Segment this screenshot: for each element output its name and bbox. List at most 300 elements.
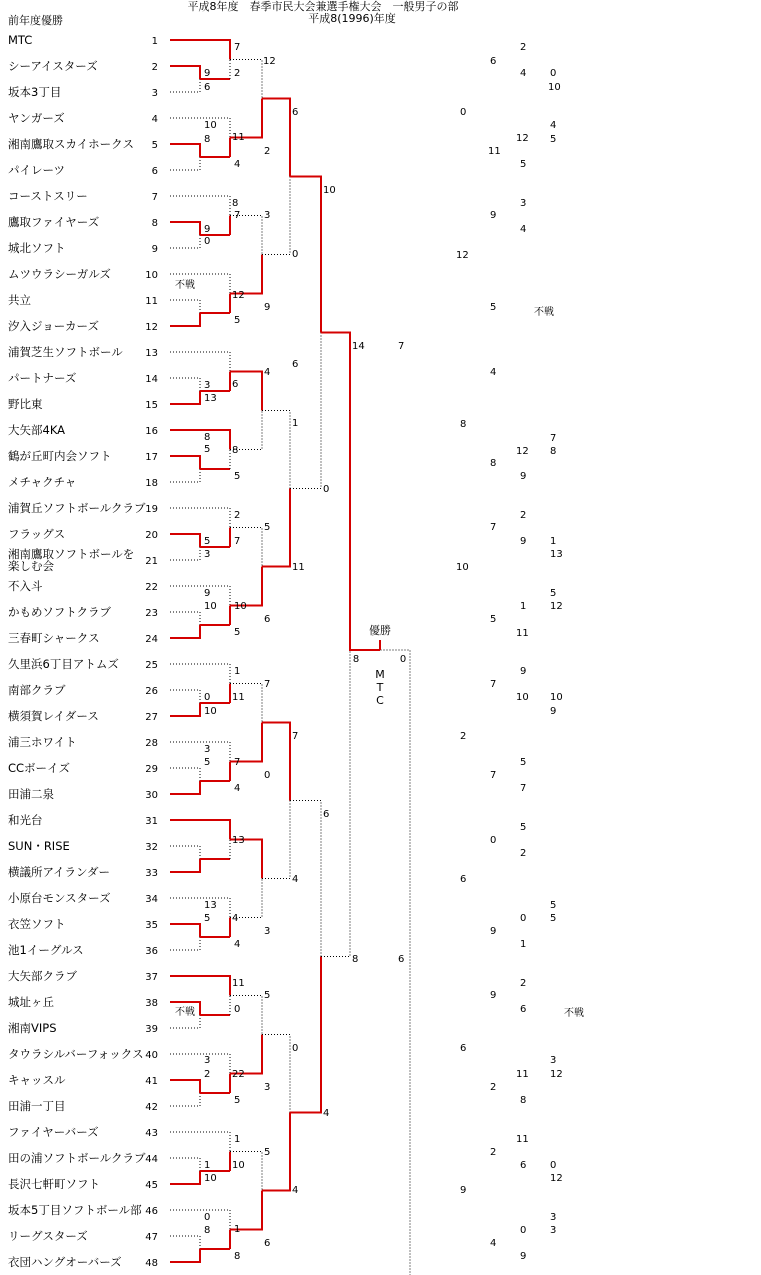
score-label: 10 xyxy=(232,1160,245,1171)
team-name: 田浦二泉 xyxy=(8,787,54,801)
score-label: 9 xyxy=(520,471,527,482)
team-name: 小原台モンスターズ xyxy=(8,891,111,905)
score-label: 6 xyxy=(460,874,467,885)
team-name: キャッスル xyxy=(8,1073,66,1087)
score-label: 11 xyxy=(516,1134,529,1145)
score-label: 5 xyxy=(234,627,241,638)
score-label: 3 xyxy=(204,744,211,755)
team-name: 横議所アイランダー xyxy=(8,865,111,879)
score-label: 6 xyxy=(264,1238,271,1249)
score-label: 1 xyxy=(292,418,299,429)
score-label: 8 xyxy=(204,432,211,443)
loser-path xyxy=(170,235,200,248)
team-name: 共立 xyxy=(8,293,31,307)
team-name: タウラシルバーフォックス xyxy=(8,1047,144,1061)
winner-path xyxy=(170,456,200,469)
score-label: 12 xyxy=(263,56,276,67)
team-number: 23 xyxy=(145,608,158,619)
team-name: 南部クラブ xyxy=(8,683,66,697)
score-label: 6 xyxy=(264,614,271,625)
team-number: 21 xyxy=(145,556,158,567)
score-label: 8 xyxy=(460,419,467,430)
loser-path xyxy=(170,196,230,216)
score-label: 4 xyxy=(234,159,241,170)
team-number: 26 xyxy=(145,686,158,697)
loser-path xyxy=(262,1035,290,1113)
score-label: 2 xyxy=(520,978,527,989)
score-label: 12 xyxy=(550,601,563,612)
team-number: 19 xyxy=(145,504,158,515)
score-label: 5 xyxy=(234,1095,241,1106)
score-label: 3 xyxy=(550,1212,557,1223)
team-name: 鷹取ファイヤーズ xyxy=(8,215,100,229)
score-label: 0 xyxy=(520,913,527,924)
team-name: ムツウラシーガルズ xyxy=(8,267,111,281)
score-label: 5 xyxy=(204,444,211,455)
score-label: 2 xyxy=(234,510,241,521)
score-label: 5 xyxy=(264,1147,271,1158)
winner-path xyxy=(170,976,230,996)
winner-path xyxy=(170,625,200,638)
team-name: 浦賀丘ソフトボールクラブ xyxy=(8,501,146,515)
team-number: 37 xyxy=(145,972,158,983)
team-name: 衣団ハングオーバーズ xyxy=(8,1255,122,1269)
score-label: 11 xyxy=(232,692,245,703)
score-label: 4 xyxy=(490,367,497,378)
score-label: 1 xyxy=(550,536,557,547)
team-number: 48 xyxy=(145,1258,158,1269)
team-number: 30 xyxy=(145,790,158,801)
score-label: 10 xyxy=(204,706,217,717)
score-label: 9 xyxy=(490,926,497,937)
team-name: ヤンガーズ xyxy=(8,111,65,125)
team-number: 24 xyxy=(145,634,158,645)
score-label: 6 xyxy=(232,379,239,390)
score-label: 1 xyxy=(234,1134,241,1145)
score-label: 7 xyxy=(234,757,241,768)
score-label: 5 xyxy=(550,913,557,924)
winner-path xyxy=(170,859,200,872)
winner-path xyxy=(170,66,200,79)
score-label: 10 xyxy=(456,562,469,573)
team-name: かもめソフトクラブ xyxy=(8,605,112,619)
score-label: 6 xyxy=(520,1004,527,1015)
score-label: 5 xyxy=(264,990,271,1001)
score-label: 3 xyxy=(550,1225,557,1236)
winner-path xyxy=(170,924,200,937)
score-label: 3 xyxy=(204,380,211,391)
forfeit-label: 不戦 xyxy=(175,280,195,291)
score-label: 5 xyxy=(550,900,557,911)
winner-path xyxy=(170,430,230,450)
loser-path xyxy=(170,898,230,918)
score-label: 11 xyxy=(232,978,245,989)
score-label: 0 xyxy=(292,1043,299,1054)
score-label: 11 xyxy=(232,132,245,143)
score-label: 10 xyxy=(548,82,561,93)
score-label: 4 xyxy=(490,1238,497,1249)
forfeit-label: 不戦 xyxy=(534,307,554,318)
final-winner-path xyxy=(350,645,380,651)
forfeit-label: 不戦 xyxy=(175,1007,195,1018)
score-label: 3 xyxy=(264,1082,271,1093)
team-name: 湘南鷹取スカイホークス xyxy=(8,137,135,151)
team-name: 横須賀レイダース xyxy=(8,709,99,723)
score-label: 9 xyxy=(520,666,527,677)
score-label: 0 xyxy=(323,484,330,495)
team-name: 久里浜6丁目アトムズ xyxy=(8,657,119,671)
winner-path xyxy=(262,723,290,801)
team-name: 湘南VIPS xyxy=(8,1021,57,1035)
score-label: 5 xyxy=(490,302,497,313)
score-label: 11 xyxy=(516,628,529,639)
winner-path xyxy=(170,781,200,794)
score-label: 5 xyxy=(520,159,527,170)
loser-path xyxy=(230,684,262,723)
winner-path xyxy=(170,222,200,235)
score-label: 14 xyxy=(352,341,365,352)
score-label: 13 xyxy=(204,900,217,911)
loser-path xyxy=(230,528,262,567)
score-label: 6 xyxy=(398,954,405,965)
score-label: 0 xyxy=(204,1212,211,1223)
score-label: 1 xyxy=(234,1224,241,1235)
score-label: 10 xyxy=(234,601,247,612)
team-number: 15 xyxy=(145,400,158,411)
loser-path xyxy=(262,801,290,879)
team-name: CCボーイズ xyxy=(8,761,70,775)
team-number: 34 xyxy=(145,894,158,905)
score-label: 5 xyxy=(550,588,557,599)
score-label: 5 xyxy=(204,536,211,547)
winner-path xyxy=(170,40,230,60)
team-name: 大矢部クラブ xyxy=(8,969,77,983)
score-label: 5 xyxy=(490,614,497,625)
team-name: メチャクチャ xyxy=(8,475,77,489)
team-name: 城北ソフト xyxy=(8,241,66,255)
team-number: 40 xyxy=(145,1050,158,1061)
score-label: 5 xyxy=(520,822,527,833)
team-number: 14 xyxy=(145,374,158,385)
final-left-score: 8 xyxy=(352,654,360,665)
score-label: 8 xyxy=(232,445,239,456)
team-number: 31 xyxy=(145,816,158,827)
team-name: フラッグス xyxy=(8,527,66,541)
team-name: コーストスリー xyxy=(8,189,88,203)
winner-path xyxy=(230,1035,262,1074)
team-name: 汐入ジョーカーズ xyxy=(8,319,99,333)
team-number: 2 xyxy=(151,62,158,73)
team-name: 鶴が丘町内会ソフト xyxy=(8,449,112,463)
score-label: 4 xyxy=(550,120,557,131)
score-label: 11 xyxy=(292,562,305,573)
score-label: 8 xyxy=(520,1095,527,1106)
team-number: 17 xyxy=(145,452,158,463)
team-number: 12 xyxy=(145,322,158,333)
loser-path xyxy=(170,547,200,560)
score-label: 3 xyxy=(550,1055,557,1066)
loser-path xyxy=(170,157,200,170)
score-label: 12 xyxy=(456,250,469,261)
winner-path xyxy=(170,391,200,404)
team-number: 3 xyxy=(151,88,158,99)
champion-name-letter: C xyxy=(376,694,384,707)
score-label: 10 xyxy=(204,601,217,612)
loser-path xyxy=(170,690,200,703)
score-label: 4 xyxy=(234,783,241,794)
team-name: 三春町シャークス xyxy=(8,631,100,645)
team-name: 城址ヶ丘 xyxy=(8,995,54,1009)
score-label: 3 xyxy=(204,549,211,560)
score-label: 10 xyxy=(204,120,217,131)
team-name: 野比東 xyxy=(8,397,43,411)
score-label: 4 xyxy=(520,68,527,79)
score-label: 2 xyxy=(490,1082,497,1093)
score-label: 2 xyxy=(490,1147,497,1158)
champion-label: 優勝 xyxy=(369,624,391,637)
score-label: 4 xyxy=(292,1185,299,1196)
team-number: 38 xyxy=(145,998,158,1009)
winner-path xyxy=(262,99,290,177)
champion-name-letter: T xyxy=(376,681,384,694)
score-label: 22 xyxy=(232,1069,245,1080)
team-number: 35 xyxy=(145,920,158,931)
score-label: 9 xyxy=(520,1251,527,1262)
score-label: 8 xyxy=(550,446,557,457)
winner-path xyxy=(290,957,321,1113)
score-label: 12 xyxy=(516,133,529,144)
score-label: 10 xyxy=(550,692,563,703)
score-label: 13 xyxy=(204,393,217,404)
team-name: SUN・RISE xyxy=(8,839,70,853)
score-label: 12 xyxy=(516,446,529,457)
loser-path xyxy=(170,1158,200,1171)
team-number: 9 xyxy=(151,244,158,255)
score-label: 1 xyxy=(520,939,527,950)
score-label: 4 xyxy=(292,874,299,885)
score-label: 10 xyxy=(204,1173,217,1184)
winner-path xyxy=(170,313,200,326)
loser-path xyxy=(321,645,350,957)
score-label: 2 xyxy=(520,848,527,859)
score-label: 4 xyxy=(232,913,239,924)
score-label: 3 xyxy=(264,926,271,937)
team-name: 不入斗 xyxy=(8,579,43,593)
score-label: 13 xyxy=(550,549,563,560)
score-label: 0 xyxy=(490,835,497,846)
loser-path xyxy=(290,333,321,489)
score-label: 7 xyxy=(264,679,271,690)
score-label: 0 xyxy=(204,692,211,703)
champion-name: MTC xyxy=(369,1266,391,1275)
score-label: 10 xyxy=(516,692,529,703)
team-number: 28 xyxy=(145,738,158,749)
loser-path xyxy=(230,996,262,1035)
score-label: 3 xyxy=(264,210,271,221)
score-label: 1 xyxy=(204,1160,211,1171)
score-label: 1 xyxy=(520,601,527,612)
loser-path xyxy=(170,378,200,391)
loser-path xyxy=(170,1210,230,1230)
score-label: 7 xyxy=(292,731,299,742)
score-label: 5 xyxy=(550,134,557,145)
team-name: 坂本3丁目 xyxy=(8,85,62,99)
team-name: 坂本5丁目ソフトボール部 xyxy=(8,1203,142,1217)
score-label: 4 xyxy=(264,367,271,378)
forfeit-label: 不戦 xyxy=(564,1008,584,1019)
loser-path xyxy=(170,1054,230,1074)
score-label: 8 xyxy=(352,954,359,965)
team-name: MTC xyxy=(8,33,33,47)
loser-path xyxy=(170,1093,200,1106)
score-label: 4 xyxy=(323,1108,330,1119)
page-subtitle: 平成8(1996)年度 xyxy=(308,12,396,25)
score-label: 8 xyxy=(234,1251,241,1262)
score-label: 5 xyxy=(204,913,211,924)
team-number: 27 xyxy=(145,712,158,723)
score-label: 9 xyxy=(204,68,211,79)
score-label: 0 xyxy=(292,249,299,260)
page-title: 平成8年度 春季市民大会兼選手権大会 一般男子の部 xyxy=(187,0,459,13)
team-name: シーアイスターズ xyxy=(8,59,98,73)
team-name: 湘南鷹取ソフトボールを楽しむ会 xyxy=(8,547,135,573)
score-label: 5 xyxy=(234,471,241,482)
score-label: 8 xyxy=(204,1225,211,1236)
score-label: 0 xyxy=(234,1004,241,1015)
score-label: 2 xyxy=(204,1069,211,1080)
team-number: 13 xyxy=(145,348,158,359)
loser-path xyxy=(170,1132,230,1152)
team-number: 43 xyxy=(145,1128,158,1139)
team-name: 浦三ホワイト xyxy=(8,735,77,749)
score-label: 0 xyxy=(264,770,271,781)
score-label: 5 xyxy=(204,757,211,768)
score-label: 2 xyxy=(460,731,467,742)
score-label: 12 xyxy=(232,290,245,301)
score-label: 7 xyxy=(234,210,241,221)
team-number: 44 xyxy=(145,1154,158,1165)
score-label: 2 xyxy=(234,68,241,79)
winner-path xyxy=(230,567,262,606)
score-label: 7 xyxy=(490,770,497,781)
score-label: 2 xyxy=(520,510,527,521)
loser-path xyxy=(230,216,262,255)
score-label: 11 xyxy=(516,1069,529,1080)
loser-path xyxy=(170,508,230,528)
score-label: 6 xyxy=(520,1160,527,1171)
winner-path xyxy=(170,144,200,157)
score-label: 8 xyxy=(232,198,239,209)
score-label: 5 xyxy=(520,757,527,768)
loser-path xyxy=(262,411,290,489)
team-name: 衣笠ソフト xyxy=(8,917,66,931)
loser-path xyxy=(170,300,200,313)
score-label: 8 xyxy=(204,134,211,145)
bracket-labels xyxy=(8,33,760,1275)
score-label: 7 xyxy=(398,341,405,352)
loser-path xyxy=(170,664,230,684)
winner-path xyxy=(230,723,262,762)
loser-path xyxy=(170,352,230,372)
team-number: 47 xyxy=(145,1232,158,1243)
score-label: 3 xyxy=(204,1055,211,1066)
team-name: パートナーズ xyxy=(8,371,77,385)
loser-path xyxy=(170,937,200,950)
score-label: 9 xyxy=(520,536,527,547)
score-label: 0 xyxy=(550,68,557,79)
team-name: ファイヤーバーズ xyxy=(8,1125,99,1139)
champion-name-letter: M xyxy=(375,668,385,681)
winner-path xyxy=(230,372,262,411)
score-label: 6 xyxy=(323,809,330,820)
team-name: リーグスターズ xyxy=(8,1229,88,1243)
score-label: 6 xyxy=(460,1043,467,1054)
score-label: 2 xyxy=(520,42,527,53)
score-label: 9 xyxy=(204,588,211,599)
team-number: 46 xyxy=(145,1206,158,1217)
team-name: 浦賀芝生ソフトボール xyxy=(8,345,123,359)
score-label: 9 xyxy=(204,224,211,235)
team-number: 42 xyxy=(145,1102,158,1113)
team-number: 32 xyxy=(145,842,158,853)
winner-path xyxy=(230,255,262,294)
bracket-lines xyxy=(170,40,590,1275)
team-number: 11 xyxy=(145,296,158,307)
loser-path xyxy=(170,1236,200,1249)
score-label: 0 xyxy=(204,236,211,247)
winner-path xyxy=(170,534,200,547)
score-label: 8 xyxy=(490,458,497,469)
team-number: 25 xyxy=(145,660,158,671)
team-number: 33 xyxy=(145,868,158,879)
team-name: 田の浦ソフトボールクラブ xyxy=(8,1151,146,1165)
score-label: 9 xyxy=(264,302,271,313)
score-label: 5 xyxy=(234,315,241,326)
score-label: 5 xyxy=(264,522,271,533)
score-label: 7 xyxy=(520,783,527,794)
team-number: 36 xyxy=(145,946,158,957)
score-label: 7 xyxy=(234,536,241,547)
loser-path xyxy=(170,118,230,138)
score-label: 10 xyxy=(323,185,336,196)
loser-path xyxy=(230,60,262,99)
loser-path xyxy=(170,586,230,606)
team-number: 22 xyxy=(145,582,158,593)
winner-path xyxy=(170,1249,200,1262)
score-label: 6 xyxy=(204,82,211,93)
score-label: 0 xyxy=(460,107,467,118)
score-label: 12 xyxy=(550,1069,563,1080)
loser-path xyxy=(230,879,262,918)
team-number: 45 xyxy=(145,1180,158,1191)
winner-path xyxy=(170,820,230,840)
score-label: 12 xyxy=(550,1173,563,1184)
score-label: 7 xyxy=(490,679,497,690)
score-label: 4 xyxy=(234,939,241,950)
score-label: 7 xyxy=(234,42,241,53)
loser-path xyxy=(230,1152,262,1191)
final-loser-path xyxy=(380,650,410,1275)
loser-path xyxy=(170,846,200,859)
prev-winner-label: 前年度優勝 xyxy=(8,14,63,27)
team-number: 29 xyxy=(145,764,158,775)
team-number: 20 xyxy=(145,530,158,541)
team-name: 大矢部4KA xyxy=(8,423,66,437)
team-number: 16 xyxy=(145,426,158,437)
team-name: 田浦一丁目 xyxy=(8,1099,66,1113)
score-label: 7 xyxy=(490,522,497,533)
team-number: 4 xyxy=(151,114,158,125)
